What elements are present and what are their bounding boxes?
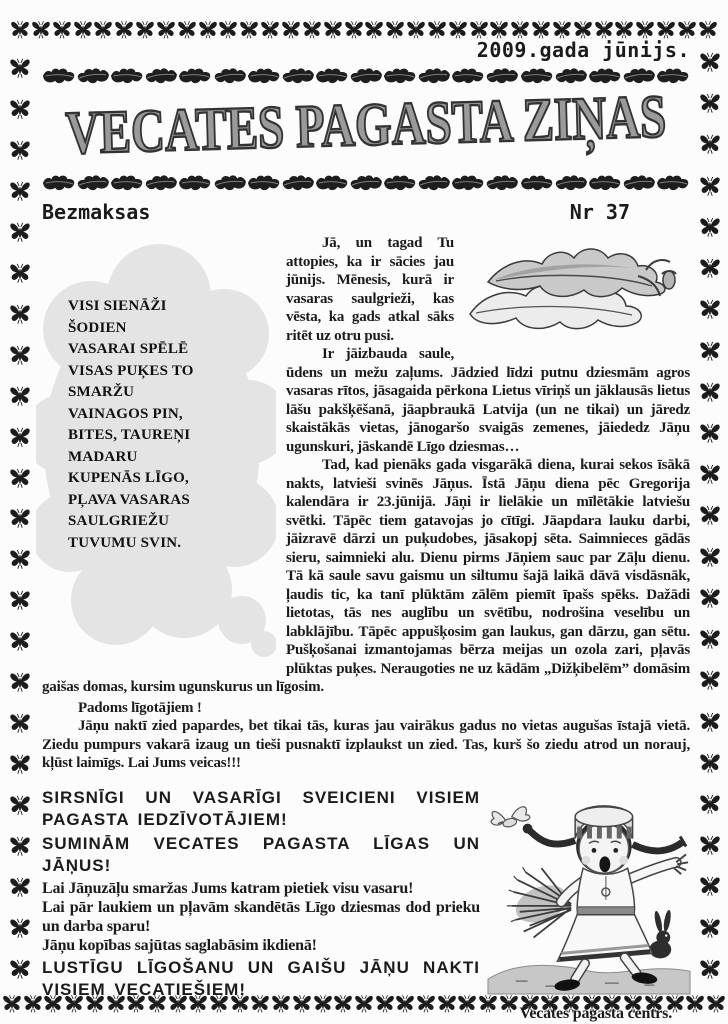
oak-leaves-illustration <box>462 236 690 356</box>
rabbit-icon <box>649 909 672 958</box>
article-paragraph-2: Ir jāizbauda saule, ūdens un mežu zaļums. Jādzied līdzi putnu dziesmām agros vasaras rītos, jāsagaida pērkona Lietus vīriņš un jāklausās lietus lāšu pakšķēšanā, jāapbraukā Latvija (un ne tikai) un jāredz skaistākās vietas, jānogaršo svaigās zemenes, jāiededz Jāņu ugunskuri, jāskandē Līgo dziesmas… <box>286 346 690 455</box>
greeting-wish-2: Lai pār laukiem un pļavām skandētās Līgo dziesmas dod prieku un darba sparu! <box>42 898 480 935</box>
price-label: Bezmaksas <box>42 200 151 224</box>
greeting-wish-3: Jāņu kopības sajūtas saglabāsim ikdienā! <box>42 936 317 954</box>
poem-text: VISI SIENĀŽI ŠODIEN VASARAI SPĒLĒ VISAS PUĶES TO SMARŽU VAINAGOS PIN, BITES, TAUREŅI MADARU KUPENĀS LĪGO, PĻAVA VASARAS SAULGRIEŽU TUVUMU SVIN. <box>68 298 194 551</box>
greeting-section <box>42 787 690 1024</box>
greeting-wish-1: Lai Jāņuzāļu smaržas Jums katram pietiek visu vasaru! <box>42 879 414 897</box>
issue-number: Nr 37 <box>569 200 630 224</box>
article-paragraph-3: Tad, kad pienāks gada visgarākā diena, kurai sekos īsākā nakts, latvieši svinēs Jāņus. Īstā Jāņu diena pēc Gregorija kalendāra ir 23.jūnijā. Jāņi ir lielākie un mīlētākie latviešu svētki. Tāpēc tiem gatavojas jo cītīgi. Jāapdara lauku darbi, jāizravē dārzi un puķudobes, jāsakopj sēta. Saimnieces gādās sieru, saimnieki alu. Dienu pirms Jāņiem sauc par Zāļu dienu. Tā kā saule savu gaismu un siltumu šajā laikā dāvā visdāsnāk, ļaudis tic, ka tanī plūktām zālēm piemīt īpašs spēks. Dažādi lietotas, tās nes auglību un svētību, nodrošina veselību un labklājību. Tāpēc appušķosim gan laukus, gan dārzu, gan sētu. Pušķošanai izmantojamas bērza meijas un ozola zari, pļavās plūktas puķes. Neraugoties ne uz kādām „Dižķibelēm” domāsim gaišas domas, kursim ugunskurus un līgosim. <box>42 457 690 695</box>
signature: Vecates pagasta centrs. <box>519 1004 672 1022</box>
article-paragraph-1: Jā, un tagad Tu attopies, ka ir sācies jau jūnijs. Mēnesis, kurā ir vasaras saulgrieži, kas vēsta, ka gads atkal sāks ritēt uz otru pusi. <box>286 235 454 344</box>
tip-heading: Padoms līgotājiem ! <box>78 699 202 716</box>
issue-date: 2009.gada jūnijs. <box>476 38 690 62</box>
bird-icon <box>491 806 530 827</box>
greeting-heading-1: SIRSNĪGI UN VASARĪGI SVEICIENI VISIEM PAGASTA IEDZĪVOTĀJIEM! <box>42 787 480 829</box>
poem-cloud <box>36 234 276 658</box>
greeting-heading-2: SUMINĀM VECATES PAGASTA LĪGAS UN JĀŅUS! <box>42 833 480 875</box>
greeting-heading-3: LUSTĪGU LĪGOŠANU UN GAIŠU JĀŅU NAKTI VISIEM VECATIEŠIEM! <box>42 957 480 999</box>
folk-girl-illustration <box>486 789 694 995</box>
masthead-title: VECATES PAGASTA ZIŅAS <box>64 83 668 168</box>
tip-body: Jāņu naktī zied papardes, bet tikai tās, kuras jau vairākus gadus no vietas augušas īstajā vietā. Ziedu pumpurs vakarā izaug un tieši pusnaktī izplaukst un zied. Tas, kurš šo ziedu atrod un norauj, kļūst laimīgs. Lai Jums veicas!!! <box>42 718 690 771</box>
